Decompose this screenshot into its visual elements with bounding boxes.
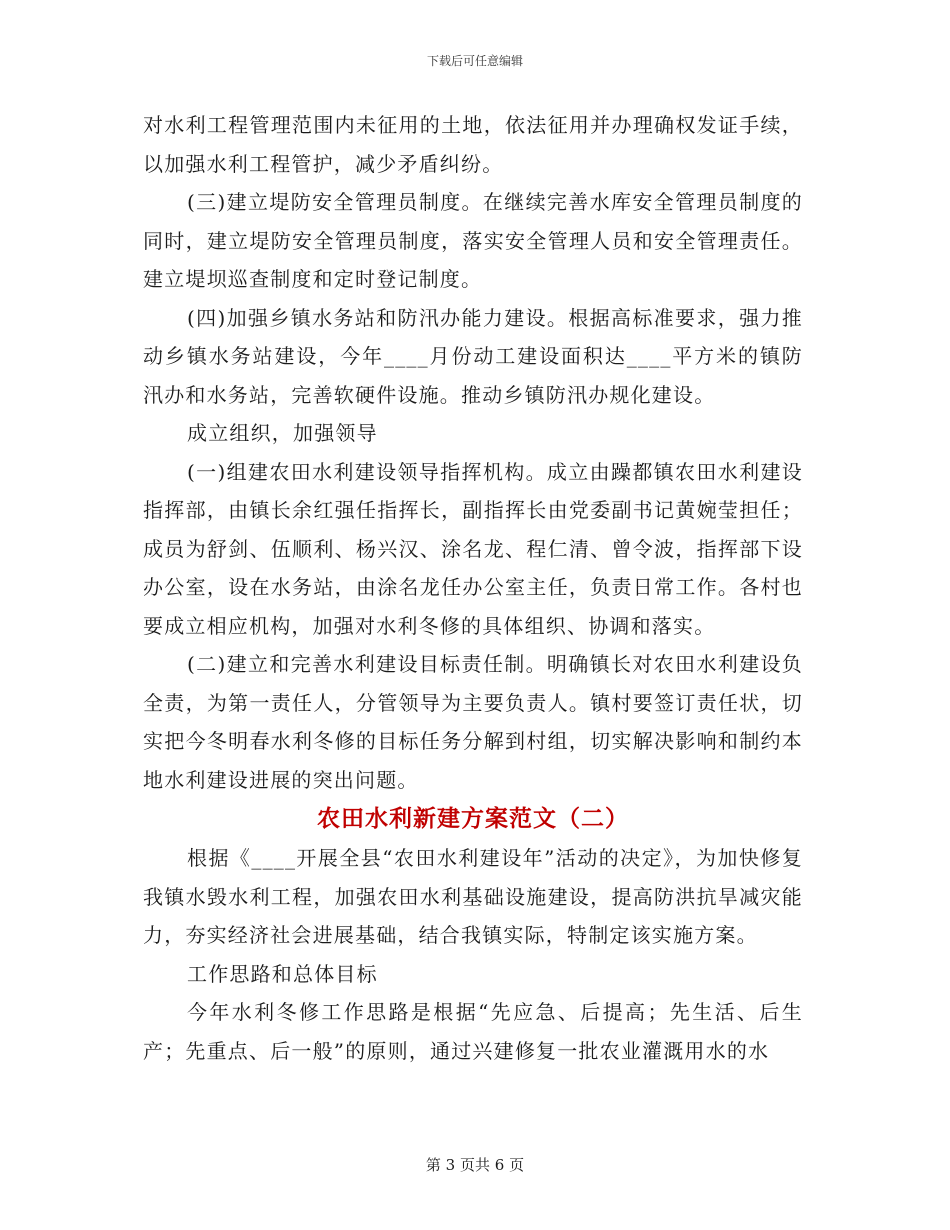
document-body xyxy=(143,106,803,1070)
page-number: 第 3 页共 6 页 xyxy=(425,1156,525,1174)
paragraph: 今年水利冬修工作思路是根据“先应急、后提高；先生活、后生产；先重点、后一般”的原则，通过兴建修复一批农业灌溉用水的水 xyxy=(143,1000,803,1063)
paragraph: (二)建立和完善水利建设目标责任制。明确镇长对农田水利建设负全责，为第一责任人，分管领导为主要负责人。镇村要签订责任状，切实把今冬明春水利冬修的目标任务分解到村组，切实解决影响和制约本地水利建设进展的突出问题。 xyxy=(143,652,803,792)
subheading: 成立组织，加强领导 xyxy=(187,421,378,445)
paragraph: (一)组建农田水利建设领导指挥机构。成立由躁都镇农田水利建设指挥部，由镇长余红强任指挥长，副指挥长由党委副书记黄婉莹担任；成员为舒剑、伍顺利、杨兴汉、涂名龙、程仁清、曾令波，指挥部下设办公室，设在水务站，由涂名龙任办公室主任，负责日常工作。各村也要成立相应机构，加强对水利冬修的具体组织、协调和落实。 xyxy=(143,459,803,638)
page-header: 下载后可任意编辑 xyxy=(426,54,523,68)
subheading: 工作思路和总体目标 xyxy=(187,961,378,986)
paragraph: (四)加强乡镇水务站和防汛办能力建设。根据高标准要求，强力推动乡镇水务站建设，今年____月份动工建设面积达____平方米的镇防汛办和水务站，完善软硬件设施。推动乡镇防汛办规化建设。 xyxy=(143,305,803,407)
paragraph: 对水利工程管理范围内未征用的土地，依法征用并办理确权发证手续，以加强水利工程管护，减少矛盾纠纷。 xyxy=(143,113,803,176)
paragraph: (三)建立堤防安全管理员制度。在继续完善水库安全管理员制度的同时，建立堤防安全管理员制度，落实安全管理人员和安全管理责任。建立堤坝巡查制度和定时登记制度。 xyxy=(143,190,803,291)
paragraph: 根据《____开展全县“农田水利建设年”活动的决定》，为加快修复我镇水毁水利工程，加强农田水利基础设施建设，提高防洪抗旱减灾能力，夯实经济社会进展基础，结合我镇实际，特制定该实施方案。 xyxy=(143,846,803,947)
section-title: 农田水利新建方案范文（二） xyxy=(317,805,629,832)
